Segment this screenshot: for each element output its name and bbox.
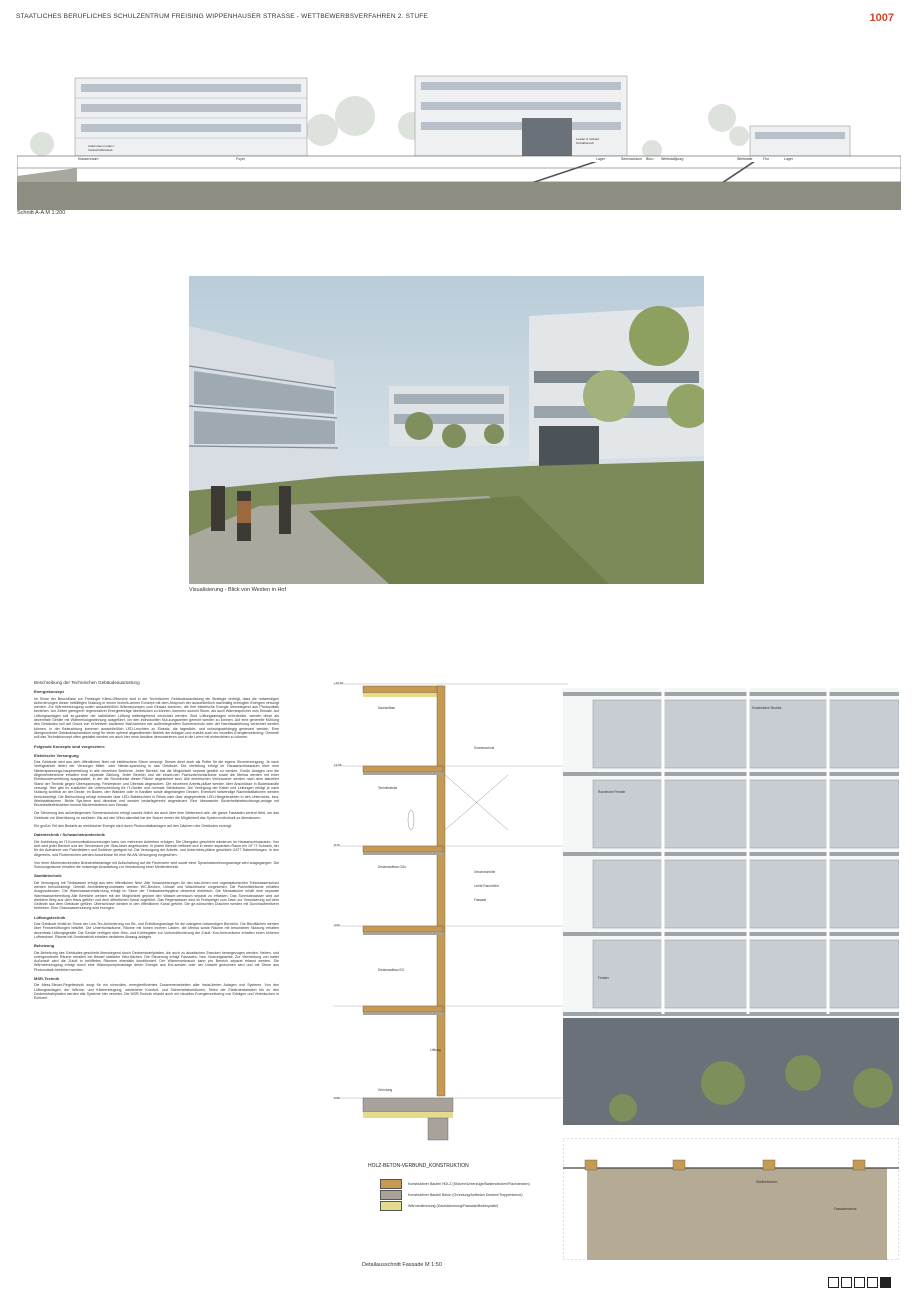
note-sonnenschutz: Sonnenschutz [474, 746, 495, 750]
facade-detail-section [333, 680, 568, 1150]
section-label-4: Seminarraum [621, 157, 643, 161]
paragraph-msr: Die Mess-Steuer-Regeltechnik sorgt für ein sinnvolles, energieeffizientes Zusammenarbeiten aller instal-lierten Anlagen und Systeme. Von den Lüftungsanlagen, der Wärme- und Kälteerzeugung, zahlreicher Komfort- und Sicherheitsfunktionen, Teilen der Elektroinstallation bis zu den Deckenstrahlplatten werden alle Systeme hier vernetzt. Die MSR-Technik erlaubt auch ein visuelles Energiemonitoring von Erträgen und Verbräuchen in Echtzeit. [34, 983, 279, 1001]
note-lueftung: Lüftung [430, 1048, 441, 1052]
note-lichte: Lichte Raumhöhe [474, 884, 499, 888]
legend-swatch-wood [380, 1179, 402, 1189]
legend-item [380, 1202, 530, 1210]
paragraph-sonnenschutz: Die Steuerung des außenliegenden Sonnenschutzes erfolgt sowohl örtlich als auch über eine Wetterzent-rale, die ganze Fassaden zentral fährt, um das Gebäude vor Überhitzung zu schützen. Bis auf den Wind-alarmfall hat der Nutzer immer die Möglichkeit das System individuell zu übersteuern. [34, 811, 279, 820]
section-label-1: Klassenraum [78, 157, 99, 161]
note-technikdecke: Technikdecke [378, 786, 398, 790]
visualisation-image [189, 276, 704, 584]
paragraph-brand: Von einer flächendeckenden Brandmeldeanlage mit Aufschaltung auf die Feuerwehr wird sowie einer Sprachalarmierungsanlage wird ausgegangen. Die Schulungsräume erhalten die notwenige Ausstattung zur Vernässtung einer Medientechnik. [34, 860, 279, 870]
detail-caption: Detailausschnitt Fassade M 1:50 [362, 1262, 442, 1268]
legend-item [380, 1180, 530, 1188]
heading-daten: Datentechnik / Schwachstromtechnik [34, 832, 105, 838]
heading-energie: Energiekonzept [34, 689, 64, 695]
section-caption: Schnitt A-A M 1:200 [17, 210, 66, 216]
section-label-7: Werkhalle [737, 157, 753, 161]
legend-label: Wärmedämmung (Dachdämmung/Fassade/Bodenplatte) [408, 1204, 499, 1208]
description-title: Beschreibung der Technischen Gebäudeausrüstung [34, 680, 140, 685]
heading-msr: MSR-Technik [34, 976, 60, 982]
heading-sanitaer: Sanitärtechnik [34, 873, 62, 879]
section-label-3: Lager [596, 157, 605, 161]
facade-plan [563, 1138, 899, 1260]
note-dach: Dachaufbau [378, 706, 396, 710]
paragraph-energie: Im Sinne der Beschlüsse zur Freisinger Klima-Offensive wird in der Technischen Gebäudeausrüstung die Strategie verfolgt, dass die notwendigen Anforderungen dieser vielfältigen Nutzung in einem technik-armen Konzept mit dem Anspruch der ausschließlich nachhaltig erzeugten Energien versorgt werden. Zur Wärmeerzeugung sollen ausschließlich Wärmepumpen zum Einsatz kommen, die ihre elektrische Energie überwiegend aus Photovoltaik beziehen. Um Zeiten geringerer regenerativer Energieerträge überbrücken zu können, kommen sowohl Strom- als auch Wärmespeicher zum Einsatz. Auf Lüftungsanlagen soll zu-gunsten der natürlichen Lüftung weitestgehend verzichtet werden. Sind Lüftungsanlagen erforderlich, werden diese als dezentrale Geräte mit Wärmerückgewinnung ausgeführt, um den individuellen Nut-zungszeiten gerecht werden zu können. Auf eine generelle Kühlung des Gebäudes soll auf Grund von ef-fektiven baulichen Maßnahmen wie außenliegendem Sonnenschutz oder der Nachtauskühlung verzichtet werden können. In der Beleuchtung kommen ausschließlich LED-Leuchten zu Einsatz, die tageslicht- und nutzungsabhängig gesteuert werden. Eine übergeordnete Gebäudeautomation sorgt für einen optimal abgestimmten Betrieb der Anlagen und erlaubt auch ein visuelles Energiemonitoring. Generell soll das Technikkonzept offen gestaltet werden um auch hier neue Ansätze demonstrieren und in die Lehre mit einbeziehen zu können. [34, 696, 279, 740]
section-label-8: Flur [763, 157, 770, 161]
elev-note-1: Konstruktive Struktur [752, 706, 782, 710]
page-number: 1007 [869, 12, 894, 24]
sheet-title: STAATLICHES BERUFLICHES SCHULZENTRUM FREISING WIPPENHAUSER STRASSE - WETTBEWERBSVERFAHREN 2. STUFE [16, 13, 428, 20]
section-drawing [17, 58, 901, 210]
plan-note-2: Fassadenachse [834, 1207, 857, 1211]
section-label-2: Foyer [236, 157, 245, 161]
note-geschoss: Geschosshöhe [474, 870, 496, 874]
section-note-2: Leader & Verkauf Sozialbereich [576, 137, 600, 145]
paragraph-daten: Die Anbindung an IT-Kommunikationsversorger kann von mehreren Anbietern erfolgen. Die Übergabe geschieht wiederum im Hausanschlussraum. Von dort wird jeder Bereich und der Serverraum per Glas-faser angebunden. In jedem Bereich befindet sich in einem separaten Raum ein 19" IT-Schrank, der für die Aufnahme von Patchfeldern und Switchen geeignet ist. Die Versorgung der Arbeits- und Unterrichts-plätze geschieht CAT7 Datenleitungen. In den Allgemein- und Flurbereichen werden Anschlüsse für eine WLAN-Versorgung vorgesehen. [34, 839, 279, 857]
legend [380, 1180, 530, 1213]
section-note-1: Außenraum Laden / Vordach/Werkstatt [88, 144, 115, 152]
paragraph-lueftung: Das Gebäude erhält im Sinne der Low-Tec-Anforderung nur Be- und Entlüftungsanlage für die zwingend notwendigen Bereiche. Die Büroflächen werden über Fensterlüftungen belüftet. Die Unterrichtsräume, Räume mit hohen inneren Lasten, die Mensa sowie Räume mit besonderer Nutzung erhalten dezentrale Lüftungsgeräte. Die Geräte verfügen über Heiz- und Kühlregister zur Vorkonditionierung der Zuluft. Kon-ferenzräume erhalten einen höheren Luftwechsel. Räume mit Sonderabluft erhalten dedizierte Absaug-anlagen. [34, 922, 279, 939]
note-gruendung: Gründung [378, 1088, 393, 1092]
paragraph-sanitaer: Die Versorgung mit Trinkwasser erfolgt aus dem öffentlichen Netz. Alle Voraussetzungen für den bau-lichen und organisatorischen Trinkwasserschutz werden berücksichtigt. Gemäß Architektengrundrissen werden WC-Becken, Urinale und Waschtische vorgesehen. Die Putzmittelräume erhalten Ausgussbecken. Die Warmwassererwärmung erfolgt im Sinne der Trinkwasserhygiene dezentral elektrisch. Die Mensaküche erhält eine separate Warmwasserbereitung Alle Bereiche werden mit der Möglichkeit geplant den Wasser-verbrauch separat zu erfassen. Das Schmutzwasser wird auf direktem Weg aus dem Haus geführt und dem öffentlichen Kanal zugeführt. Das Regenwasser wird im Freispeigel vom Dach zur Versickerung auf dem Gelände aus dem Gebäude geführt. Überschüsse werden in den öffentlichen Kanal geführt. Die ge-wünschten Duschen werden mit Durchlauferhitzern betrieben. Eine Grauwassernutzung wird erwogen. [34, 880, 279, 911]
visualisation-caption: Visualisierung - Blick von Westen in Hof [189, 587, 287, 593]
elev-note-2: Raumhohe Fenster [598, 790, 626, 794]
heading-folgende: Folgende Konzepte sind vorgesehen: [34, 743, 106, 749]
section-label-6: Werkstattjourg [661, 157, 684, 161]
elev-note-3: Fenster [598, 976, 609, 980]
sheet-box [854, 1277, 865, 1288]
level-2: 12.65 [334, 763, 342, 767]
note-decke-og: Deckenaufbau OGs [378, 865, 406, 869]
level-4: 4.60 [334, 923, 340, 927]
legend-swatch-insulation [380, 1201, 402, 1211]
plan-note-1: Stahlbetonkern [756, 1180, 778, 1184]
paragraph-pv: Ein großer Teil des Bedarfs an elektrischer Energie wird durch Photovoltaikanlagen auf den Dächern des Gebäudes erzeugt. [34, 824, 232, 829]
sheet-box [841, 1277, 852, 1288]
sheet-box [828, 1277, 839, 1288]
legend-swatch-concrete [380, 1190, 402, 1200]
legend-title: HOLZ-BETON-VERBUND_KONSTRUKTION [368, 1163, 469, 1169]
note-decke-eg: Deckenaufbau EG [378, 968, 405, 972]
heading-beheizung: Beheizung [34, 943, 55, 949]
paragraph-beheizung: Die Beheizung des Gebäudes geschieht überwiegend durch Deckenstrahlplatten, die auch zu akustischen Zwecken herangezogen werden. Neben- und untergeordnete Räume erhalten bei Bedarf statische Heiz-flächen. Die Steuerung erfolgt Fassaden- bzw. Nutzungsweise. Zur Vermeidung von kalter Außenluft wird die Zuluft in belüfteten Räumen ebenfalls konditioniert. Der Wärmeverbrauch kann pro Bereich separat erfasst werden. Die Wärmeerzeugung erfolgt durch eine Wärmepumpenanlage deren Energie aus Erd-sonden oder der Umwelt gewonnen wird und mit Strom aus Photovoltaik betrieben werden. [34, 950, 279, 972]
sheet-box-active [880, 1277, 891, 1288]
section-label-5: Büro [646, 157, 654, 161]
sheet-indicator [826, 1277, 891, 1288]
legend-label: Konstruktiver Bauteil Beton (Gründung/Aufbeton Decken/Treppenkerne) [408, 1193, 523, 1197]
section-label-9: Lager [784, 157, 793, 161]
legend-item [380, 1191, 530, 1199]
heading-lueftung: Lüftungstechnik [34, 914, 66, 920]
paragraph-elektro: Das Gebäude wird aus dem öffentlichen Netz mit elektrischem Strom versorgt. Dieses dient auch als Puffer für die eigene Stromerzeugung. Je nach Verfügbarkeit liefert der Versorger Mittel- oder Nieder-spannung in das Gebäude. Die Verteilung erfolgt im Hausanschlussraum über eine Niederspannungs-hauptverteilung in alle einzelnen Bereiche. Jeder Bereich hat die Möglichkeit separat gezählt zu werden. Große Anlagen und die Allgemeinbereiche erhalten eine separate Zählung. Jeder Bereich und die einzel-nen Fachunterrichtsräume sowie die Mensa werden mit einer Elektrounterverteilung ausgestattet, in der die Stromkreise dieser Fläche abgesichert sind. Alle elektrischen Verbraucher werden nach dem aktuellen Stand der Technik gegen Überspannung, Fehlerstrom und Überlast abgesichert. Die einzelnen Arbeits-plätze werden über Anschlüsse in Bodenkanäle versorgt. Hier gibt es zusätzlich die Unterscheidung für IT-Geräte und normale Steckdosen. Die Verlegung der Kabel und Leitungen erfolgt je nach Nutzung sichtbar an der Decke, im Boden, den Wänden oder in Kanälen sowie abgehängten Decken. Eventuell notwendige Nachinstallationen werden berücksichtigt. Die Beleuchtung erfolgt entweder über LED-Stableuchten in Büros oder über abgependelte LED-Hängeleuchten in den Unterrichts- bzw. Werkstatträumen. Beide Sys-teme sind dimmbar und werden bedarfsgerecht angesteuert. Eine überwachte Sicherheitsbeleuchtungs-anlage mit Einzelbatterieleuchten kommt flächendeckend zum Einsatz. [34, 760, 279, 808]
level-1: +16.50 [334, 681, 344, 685]
note-fassade: Fassade [474, 898, 487, 902]
sheet-box [867, 1277, 878, 1288]
legend-label: Konstruktiver Bauteil HOLZ (Stützen/Unterzüge/Balkendecken/Flachdecken) [408, 1182, 530, 1186]
level-3: 8.75 [334, 843, 340, 847]
heading-elektro: Elektrische Versorgung [34, 752, 79, 758]
description-text [34, 681, 279, 1005]
level-5: 0.00 [334, 1096, 340, 1100]
facade-elevation [563, 688, 899, 1125]
